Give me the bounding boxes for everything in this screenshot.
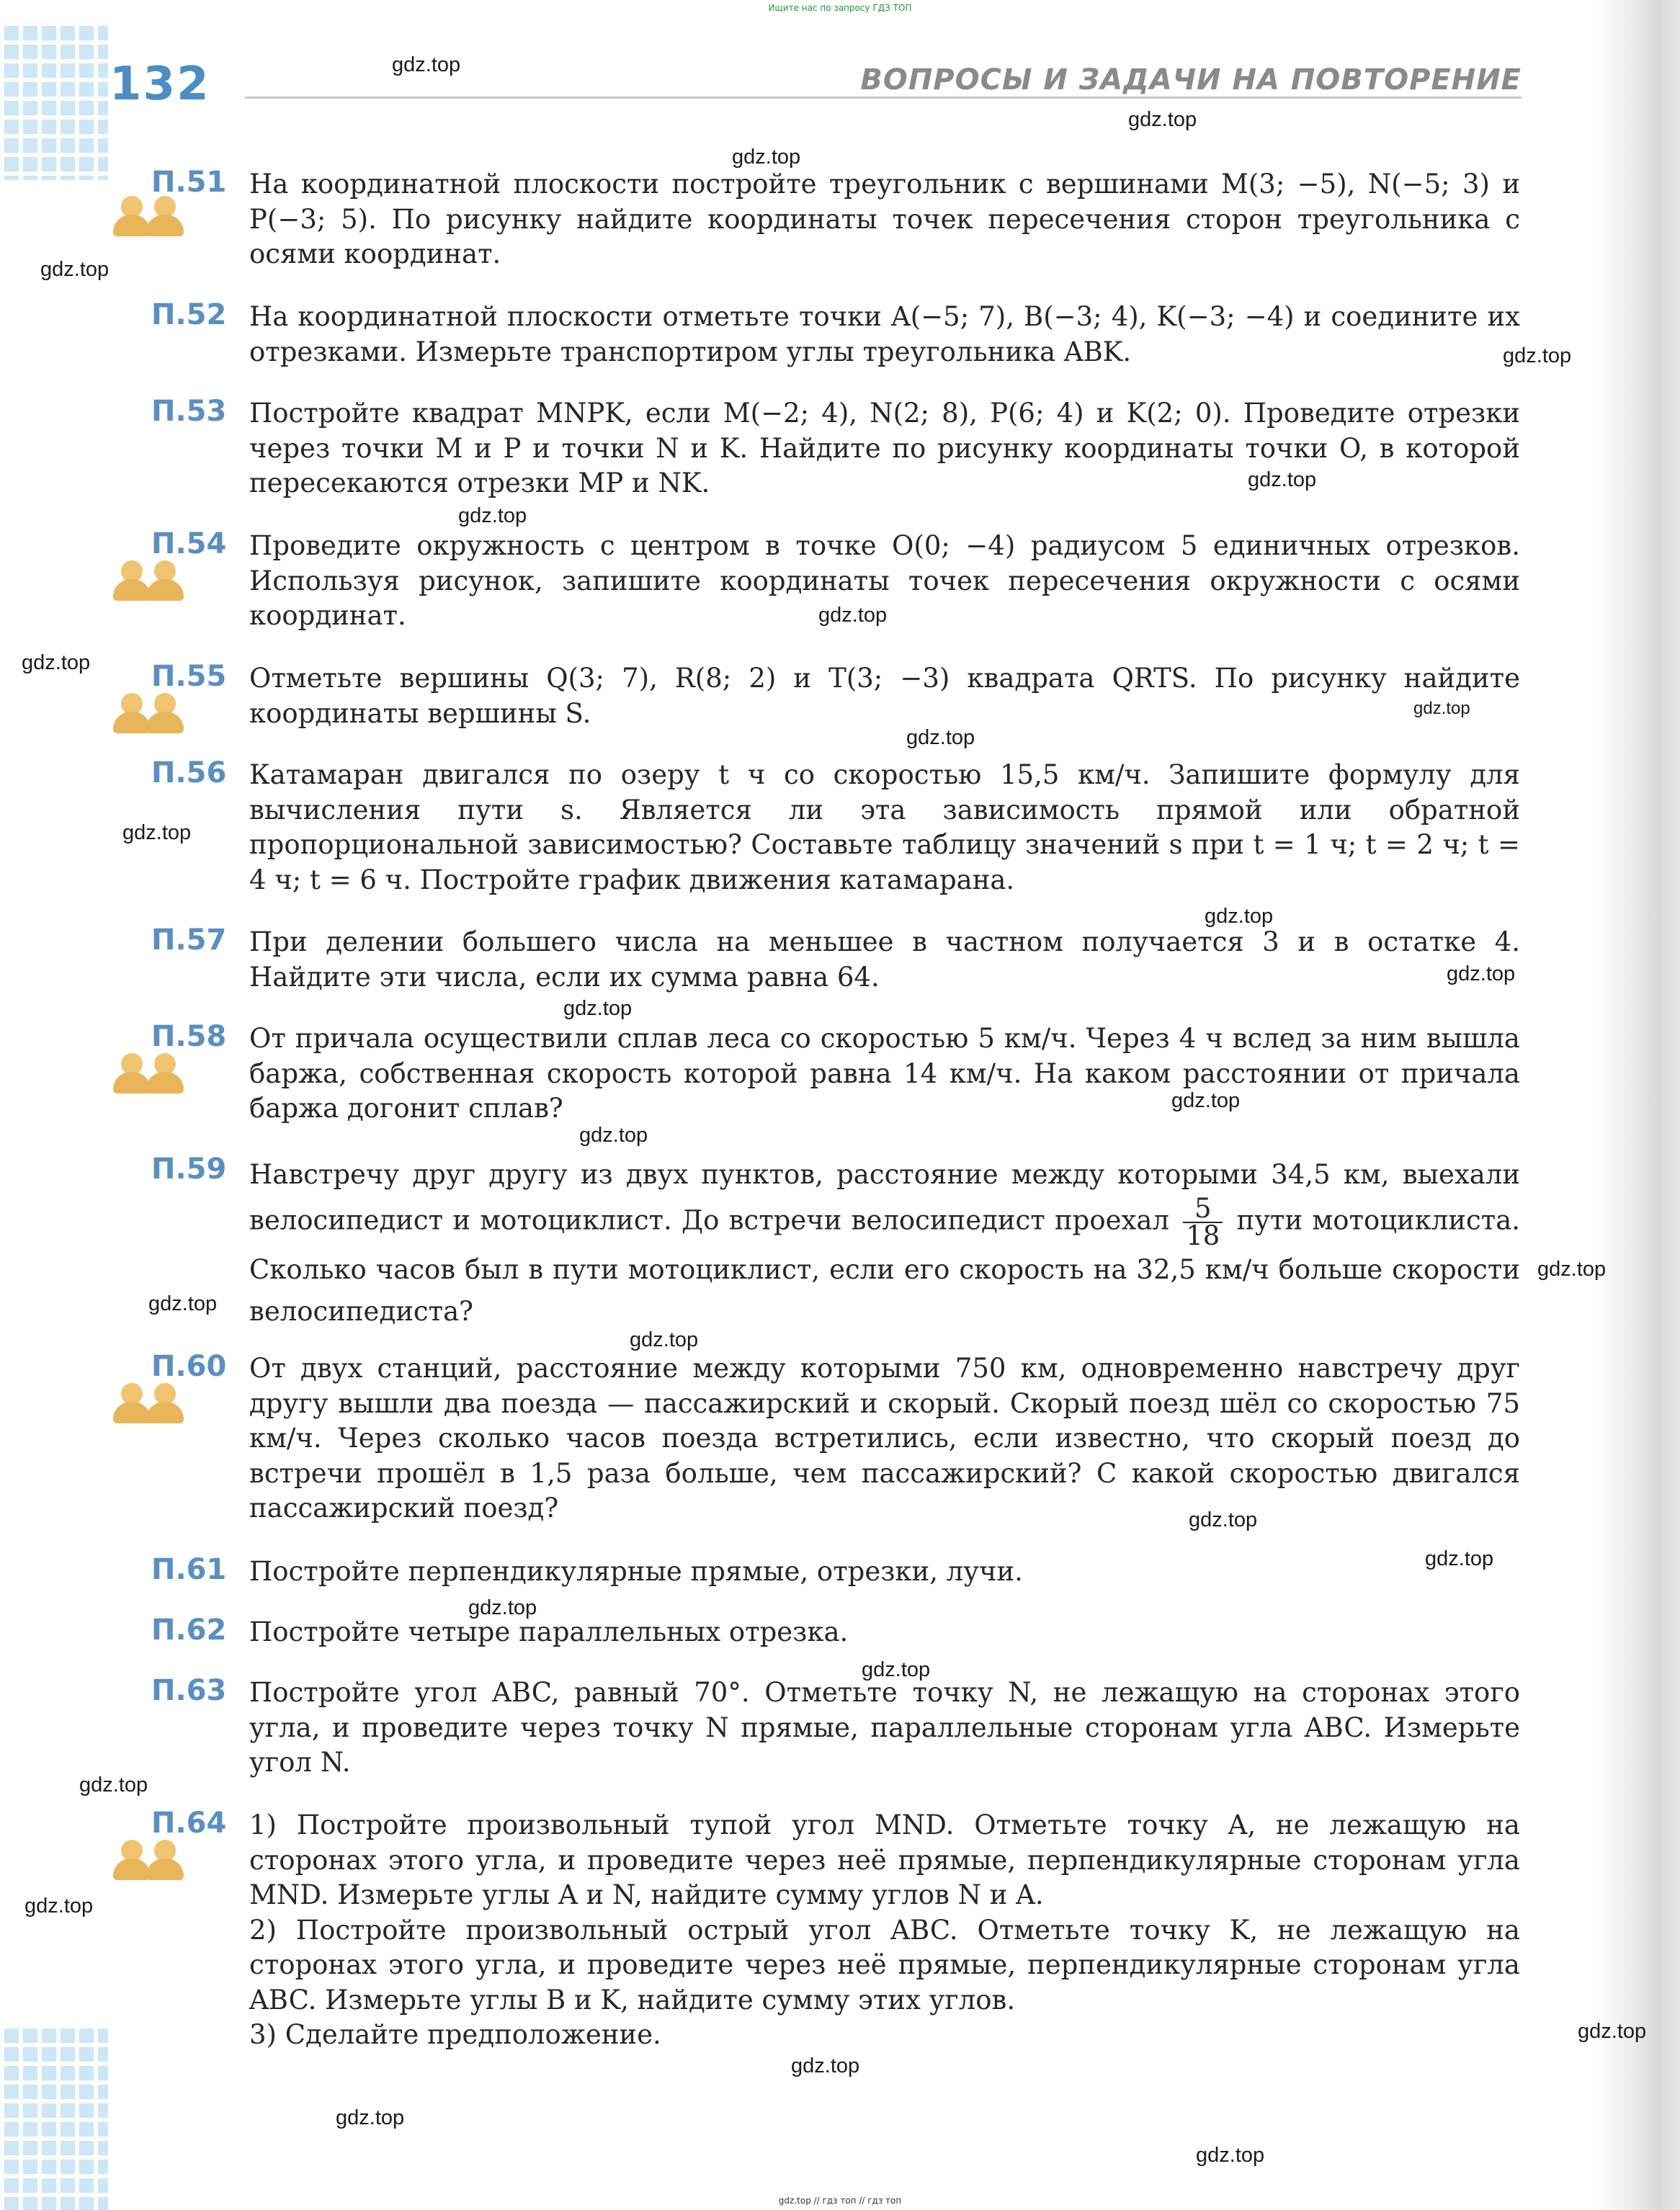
problem-text: При делении большего числа на меньшее в частном получается 3 и в остатке 4. Найдите эти числа, если их сумма равна 64. xyxy=(249,926,1520,993)
problem-part-3: 3) Сделайте предположение. xyxy=(249,2019,661,2050)
problem-57 xyxy=(144,925,1527,995)
watermark: gdz.top xyxy=(1171,1089,1241,1112)
fraction-numerator: 5 xyxy=(1183,1196,1223,1223)
problem-label: П.53 xyxy=(151,395,227,428)
problem-55 xyxy=(144,661,1527,731)
problem-text: Постройте четыре параллельных отрезка. xyxy=(249,1616,849,1647)
watermark: gdz.top xyxy=(1425,1547,1494,1570)
fraction xyxy=(1183,1193,1223,1251)
pair-work-icon xyxy=(111,1383,190,1425)
problem-part-2: 2) Постройте произвольный острый угол ABC. Отметьте точку K, не лежащую на сторонах этого угла, и проведите через неё прямые, перпендикулярные сторонам угла ABC. Измерьте углы B и K, найдите сумму этих углов. xyxy=(249,1914,1520,2016)
problem-label: П.54 xyxy=(151,527,227,560)
problem-label: П.63 xyxy=(151,1674,227,1707)
watermark: gdz.top xyxy=(1413,699,1470,718)
problem-text: Постройте угол ABC, равный 70°. Отметьте точку N, не лежащую на сторонах этого угла, и проведите через точку N прямые, параллельные сторонам угла ABC. Измерьте угол N. xyxy=(249,1677,1520,1778)
problem-52 xyxy=(144,300,1527,370)
problem-56 xyxy=(144,758,1527,898)
problem-61 xyxy=(144,1554,1527,1590)
pair-work-icon xyxy=(111,1053,190,1095)
problem-53 xyxy=(144,396,1527,501)
problem-label: П.56 xyxy=(151,756,227,789)
watermark: gdz.top xyxy=(1447,962,1516,985)
pair-work-icon xyxy=(111,560,190,602)
watermark: gdz.top xyxy=(791,2054,860,2077)
watermark: gdz.top xyxy=(79,1773,148,1797)
problem-label: П.60 xyxy=(151,1350,227,1383)
problem-label: П.51 xyxy=(151,166,227,199)
watermark: gdz.top xyxy=(1537,1258,1607,1281)
problem-60 xyxy=(144,1351,1527,1526)
watermark: gdz.top xyxy=(1503,344,1572,367)
watermark: gdz.top xyxy=(458,504,527,527)
watermark: gdz.top xyxy=(563,997,633,1020)
watermark: gdz.top xyxy=(468,1596,537,1619)
problem-text-part: пути мотоциклиста. Сколько часов был в пути мотоциклист, если его скорость на 32,5 км/ч больше скорости велосипедиста? xyxy=(249,1204,1521,1327)
watermark: gdz.top xyxy=(1128,108,1197,131)
watermark: gdz.top xyxy=(818,604,888,627)
problem-text: Проведите окружность с центром в точке O(0; −4) радиусом 5 единичных отрезков. Используя рисунок, запишите координаты точек пересечения окружности с осями координат. xyxy=(249,530,1520,631)
page-number: 132 xyxy=(110,58,210,111)
grid-decoration-top xyxy=(0,22,108,180)
header-rule xyxy=(245,97,1522,99)
problem-text: Постройте перпендикулярные прямые, отрезки, лучи. xyxy=(249,1556,1023,1587)
pair-work-icon xyxy=(111,196,190,238)
problem-label: П.58 xyxy=(151,1020,227,1053)
problem-64 xyxy=(144,1808,1527,2053)
problem-text: На координатной плоскости отметьте точки A(−5; 7), B(−3; 4), K(−3; −4) и соедините их отрезками. Измерьте транспортиром углы треугольника ABK. xyxy=(249,301,1520,367)
page-edge-shadow xyxy=(1594,0,1680,2210)
watermark: gdz.top xyxy=(630,1328,699,1351)
watermark: gdz.top xyxy=(392,53,461,76)
problem-text: На координатной плоскости постройте треугольник с вершинами M(3; −5), N(−5; 3) и P(−3; 5). По рисунку найдите координаты точек пересечения сторон треугольника с осями координат. xyxy=(249,169,1520,269)
watermark: gdz.top xyxy=(906,726,975,749)
problem-text: Постройте квадрат MNPK, если M(−2; 4), N(2; 8), P(6; 4) и K(2; 0). Проведите отрезки через точки M и P и точки N и K. Найдите по рисунку координаты точки O, в которой пересекаются отрезки MP и NK. xyxy=(249,398,1520,498)
problem-label: П.62 xyxy=(151,1614,227,1647)
problem-text: Отметьте вершины Q(3; 7), R(8; 2) и T(3; −3) квадрата QRTS. По рисунку найдите координаты вершины S. xyxy=(249,663,1520,729)
problem-text-part: Навстречу друг другу из двух пунктов, расстояние между которыми 34,5 км, выехали велосипедист и мотоциклист. До встречи велосипедист проехал xyxy=(249,1159,1520,1236)
watermark: gdz.top xyxy=(732,146,801,169)
pair-work-icon xyxy=(111,1840,190,1882)
bottom-note: gdz.top // гдз топ // гдз топ xyxy=(778,2196,902,2206)
watermark: gdz.top xyxy=(1205,905,1274,928)
watermark: gdz.top xyxy=(336,2106,405,2129)
problem-text: От причала осуществили сплав леса со скоростью 5 км/ч. Через 4 ч вслед за ним вышла баржа, собственная скорость которой равна 14 км/ч. На каком расстоянии от причала баржа догонит сплав? xyxy=(249,1023,1520,1124)
problem-63 xyxy=(144,1676,1527,1781)
watermark: gdz.top xyxy=(1248,468,1317,491)
fraction-denominator: 18 xyxy=(1186,1220,1220,1251)
watermark: gdz.top xyxy=(24,1894,94,1918)
watermark: gdz.top xyxy=(148,1292,218,1315)
problem-text: От двух станций, расстояние между которыми 750 км, одновременно навстречу друг другу вышли два поезда — пассажирский и скорый. Скорый поезд шёл со скоростью 75 км/ч. Через сколько часов поезда встретились, если известно, что скорый поезд до встречи прошёл в 1,5 раза больше, чем пассажирский? С какой скоростью двигался пассажирский поезд? xyxy=(249,1353,1520,1524)
watermark: gdz.top xyxy=(1189,1508,1258,1531)
grid-decoration-bottom xyxy=(0,2024,108,2210)
pair-work-icon xyxy=(111,693,190,735)
page-header-title: ВОПРОСЫ И ЗАДАЧИ НА ПОВТОРЕНИЕ xyxy=(860,63,1522,97)
problem-label: П.57 xyxy=(151,923,227,957)
problem-62 xyxy=(144,1615,1527,1650)
problem-label: П.59 xyxy=(151,1153,227,1186)
watermark: gdz.top xyxy=(862,1658,931,1681)
watermark: gdz.top xyxy=(40,258,110,281)
problem-label: П.64 xyxy=(151,1807,227,1840)
problem-label: П.55 xyxy=(151,660,227,693)
watermark: gdz.top xyxy=(122,821,192,844)
watermark: gdz.top xyxy=(579,1124,648,1147)
watermark: gdz.top xyxy=(1578,2020,1647,2043)
problem-label: П.61 xyxy=(151,1553,227,1586)
watermark: gdz.top xyxy=(22,651,91,674)
problem-59 xyxy=(144,1154,1527,1333)
problem-51 xyxy=(144,167,1527,272)
problem-text: Катамаран двигался по озеру t ч со скоростью 15,5 км/ч. Запишите формулу для вычисления пути s. Является ли эта зависимость прямой или обратной пропорциональной зависимостью? Составьте таблицу значений s при t = 1 ч; t = 2 ч; t = 4 ч; t = 6 ч. Постройте график движения катамарана. xyxy=(249,759,1520,895)
problem-part-1: 1) Постройте произвольный тупой угол MND. Отметьте точку A, не лежащую на сторонах этого угла, и проведите через неё прямые, перпендикулярные сторонам угла MND. Измерьте углы A и N, найдите сумму углов N и A. xyxy=(249,1809,1520,1910)
watermark: gdz.top xyxy=(1196,2144,1265,2167)
problem-58 xyxy=(144,1021,1527,1127)
problem-label: П.52 xyxy=(151,298,227,331)
top-note: Ищите нас по запросу ГДЗ ТОП xyxy=(768,3,912,13)
